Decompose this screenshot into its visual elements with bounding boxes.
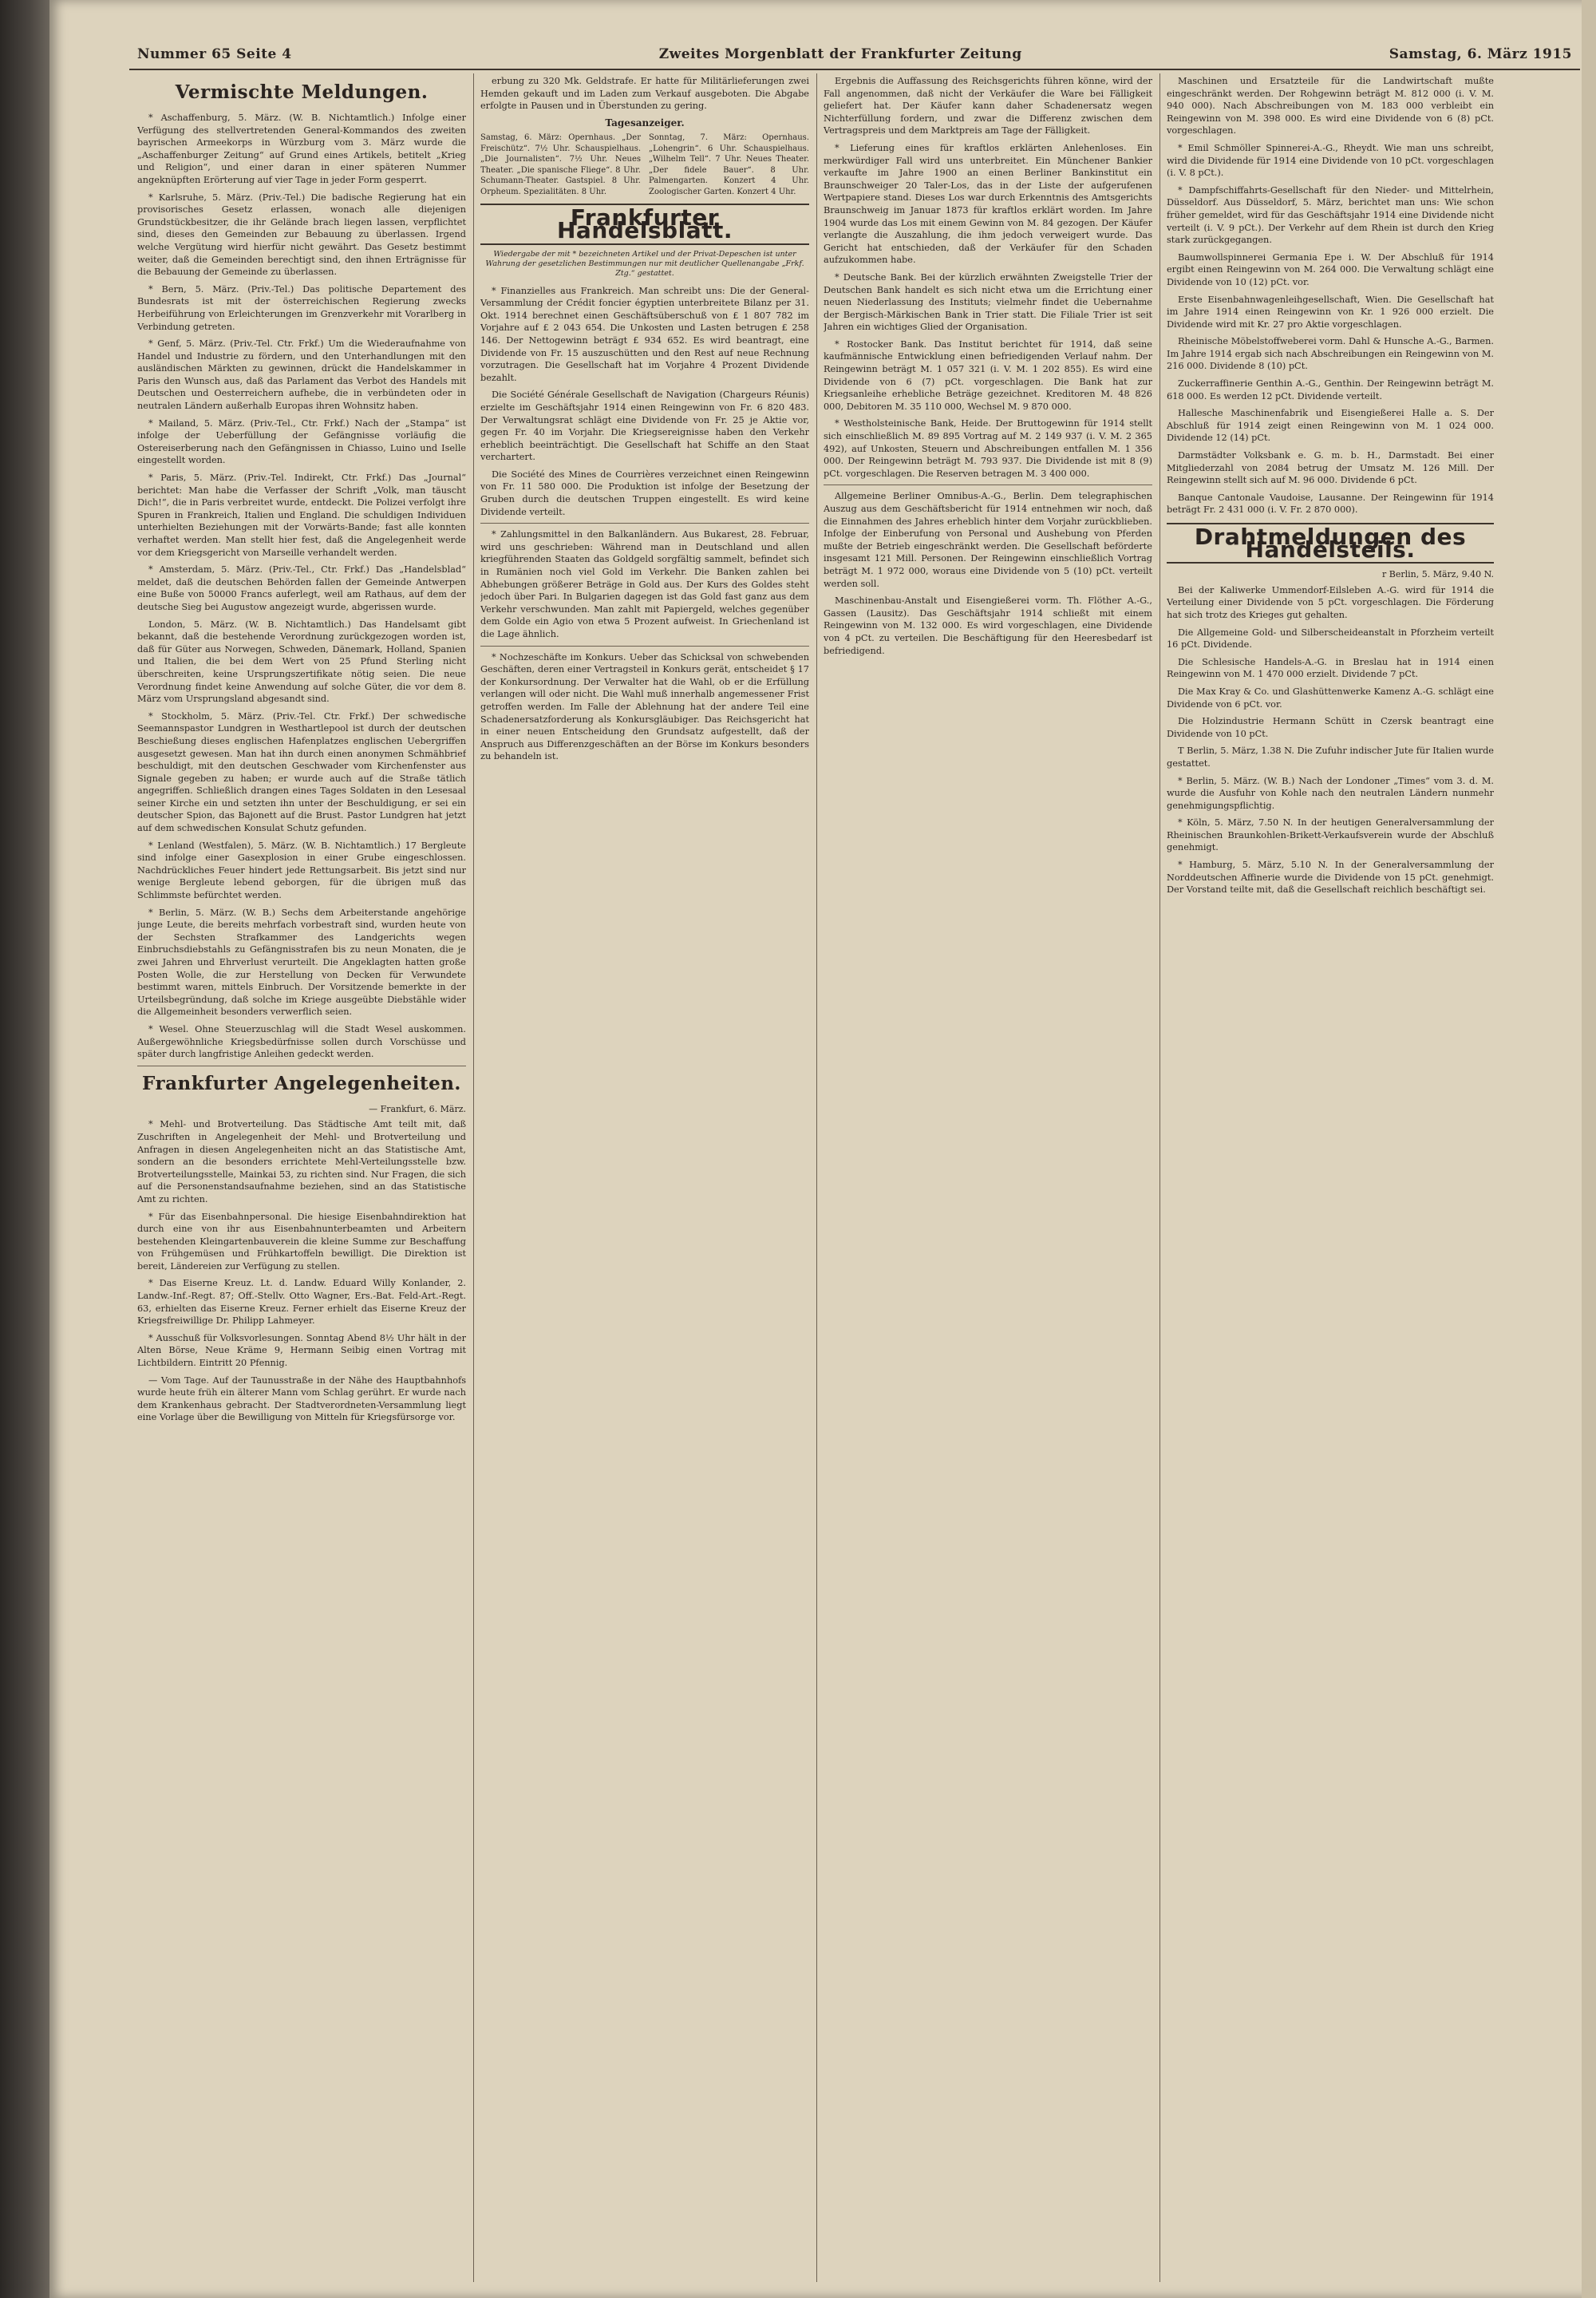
article: Maschinen und Ersatzteile für die Landwirtschaft mußte eingeschränkt werden. Der Rohgewinn beträgt M. 812 000 (i. V. M. 940 000). Nach Abschreibungen von M. 183 000 verbleibt ein Reingewinn von M. 398 000. Es wird eine Dividende von 6 (8) pCt. vorgeschlagen. (1167, 76, 1494, 136)
tagesanzeiger-listing (480, 133, 809, 197)
newspaper-page (49, 0, 1596, 2298)
article: — Vom Tage. Auf der Taunusstraße in der Nähe des Hauptbahnhofs wurde heute früh ein älterer Mann vom Schlag gerührt. Er wurde nach dem Krankenhaus gebracht. Der Stadtverordneten-Versammlung liegt eine Vorlage über die Bewilligung von Mitteln für Kriegsfürsorge vor. (137, 1374, 466, 1423)
article: * Westholsteinische Bank, Heide. Der Bruttogewinn für 1914 stellt sich einschließlich M. 89 895 Vortrag auf M. 2 149 937 (i. V. M. 2 365 492), auf Unkosten, Steuern und Abschreibungen entfallen M. 1 356 000. Der Reingewinn beträgt M. 793 937. Die Dividende ist mit 8 (9) pCt. vorgeschlagen. Die Reserven betragen M. 3 400 000. (824, 418, 1152, 479)
article: Rheinische Möbelstoffweberei vorm. Dahl & Hunsche A.-G., Barmen. Im Jahre 1914 ergab sich nach Abschreibungen ein Reingewinn von M. 216 000. Dividende 8 (10) pCt. (1167, 336, 1494, 372)
article: * Hamburg, 5. März, 5.10 N. In der Generalversammlung der Norddeutschen Affinerie wurde die Dividende von 15 pCt. genehmigt. Der Vorstand teilte mit, daß die Gesellschaft reichlich beschäftigt sei. (1167, 860, 1494, 896)
section-title-frankfurter: Frankfurter Angelegenheiten. (142, 1072, 461, 1094)
listing-saturday: Samstag, 6. März: Opernhaus. „Der Freischütz“. 7½ Uhr. Schauspielhaus. „Die Journalisten“. 7½ Uhr. Neues Theater. „Die spanische Fliege“. 8 Uhr. Schumann-Theater. Gastspiel. 8 Uhr. Orpheum. Spezialitäten. 8 Uhr. (480, 133, 641, 196)
column-2 (480, 75, 809, 2282)
listing-sunday: Sonntag, 7. März: Opernhaus. „Lohengrin“. 6 Uhr. Schauspielhaus. „Wilhelm Tell“. 7 Uhr. Neues Theater. „Der fidele Bauer“. 8 Uhr. Palmengarten. Konzert 4 Uhr. Zoologischer Garten. Konzert 4 Uhr. (649, 133, 809, 196)
article: Ergebnis die Auffassung des Reichsgerichts führen könne, wird der Fall angenommen, daß nicht der Verkäufer die Ware bei Fälligkeit geliefert hat. Der Käufer kann daher Schadenersatz wegen Nichterfüllung fordern, und zwar die Differenz zwischen dem Vertragspreis und dem Marktpreis am Tage der Fälligkeit. (824, 76, 1152, 136)
article: * Lenland (Westfalen), 5. März. (W. B. Nichtamtlich.) 17 Bergleute sind infolge einer Gasexplosion in einer Grube eingeschlossen. Nachdrückliches Feuer hindert jede Rettungsarbeit. Bis jetzt sind nur wenige Bergleute lebend geborgen, für die übrigen muß das Schlimmste befürchtet werden. (137, 840, 466, 901)
page-edge (1582, 0, 1596, 2298)
article: Die Max Kray & Co. und Glashüttenwerke Kamenz A.-G. schlägt eine Dividende von 6 pCt. vor. (1167, 686, 1494, 710)
article: Baumwollspinnerei Germania Epe i. W. Der Abschluß für 1914 ergibt einen Reingewinn von M. 264 000. Die Verwaltung schlägt eine Dividende von 10 (12) pCt. vor. (1167, 251, 1494, 287)
article: * Genf, 5. März. (Priv.-Tel. Ctr. Frkf.) Um die Wiederaufnahme von Handel und Industrie zu fördern, und den Unterhandlungen mit den ausländischen Märkten zu gewinnen, drückt die Handelskammer in Paris den Wunsch aus, daß das Parlament das Verbot des Handels mit Deutschen und Oesterreichern aufhebe, die in verbündeten oder in neutralen Ländern außerhalb Europas ihren Wohnsitz haben. (137, 338, 466, 412)
article: * Berlin, 5. März. (W. B.) Nach der Londoner „Times“ vom 3. d. M. wurde die Ausfuhr von Kohle nach den neutralen Ländern nunmehr genehmigungspflichtig. (1167, 775, 1494, 811)
article: * Aschaffenburg, 5. März. (W. B. Nichtamtlich.) Infolge einer Verfügung des stellvertretenden General-Kommandos des zweiten bayrischen Armeekorps in Würzburg vom 3. März wurde die „Aschaffenburger Zeitung“ auf Grund eines Artikels, betitelt „Krieg und Religion“, und einer daran in einer späteren Nummer angeknüpften Erörterung auf vier Tage in jeder Form gesperrt. (137, 113, 466, 185)
header-masthead: Zweites Morgenblatt der Frankfurter Zeitung (658, 46, 1022, 62)
column-3 (824, 75, 1152, 2282)
divider (480, 646, 809, 647)
article: Die Schlesische Handels-A.-G. in Breslau hat in 1914 einen Reingewinn von M. 1 470 000 erzielt. Dividende 7 pCt. (1167, 656, 1494, 680)
article: * Amsterdam, 5. März. (Priv.-Tel., Ctr. Frkf.) Das „Handelsblad“ meldet, daß die deutschen Behörden fallen der Gemeinde Antwerpen eine Buße von 50000 Francs auferlegt, weil am Rathaus, auf dem der deutsche Sieg bei Augustow angezeigt wurde, abgerissen wurde. (137, 564, 466, 612)
article: * Bern, 5. März. (Priv.-Tel.) Das politische Departement des Bundesrats ist mit der österreichischen Regierung zwecks Herbeiführung von Erleichterungen im Grenzverkehr mit Vorarlberg in Verbindung getreten. (137, 283, 466, 332)
page-header (137, 45, 1572, 64)
article: * Für das Eisenbahnpersonal. Die hiesige Eisenbahndirektion hat durch eine von ihr aus Eisenbahnunterbeamten und Arbeitern bestehenden Kleingartenbauverein die kleine Summe zur Beschaffung von Frühgemüsen und Frühkartoffeln bewilligt. Die Direktion ist bereit, Ländereien zur Verfügung zu stellen. (137, 1211, 466, 1272)
article: London, 5. März. (W. B. Nichtamtlich.) Das Handelsamt gibt bekannt, daß die bestehende Verordnung zurückgezogen worden ist, daß für Güter aus Norwegen, Schweden, Dänemark, Holland, Spanien und Italien, die bei dem Wert von 25 Pfund Sterling nicht überschreiten, keine Ursprungszertifikate nötig seien. Die neue Verordnung findet keine Anwendung auf solche Güter, die vor dem 8. März vom Ursprungsland abgesandt sind. (137, 619, 466, 705)
section-title-drahtmeldungen: Drahtmeldungen des Handelsteils. (1167, 523, 1494, 564)
reprint-note: Wiedergabe der mit * bezeichneten Artikel und der Privat-Depeschen ist unter Wahrung der gesetzlichen Bestimmungen nur mit deutlicher Quellenangabe „Frkf. Ztg.“ gestattet. (485, 249, 804, 278)
article: Die Holzindustrie Hermann Schütt in Czersk beantragt eine Dividende von 10 pCt. (1167, 716, 1494, 739)
article: * Lieferung eines für kraftlos erklärten Anlehenloses. Ein merkwürdiger Fall wird uns unterbreitet. Ein Münchener Bankier verkaufte im Jahre 1900 an einen Berliner Bankinstitut ein Braunschweiger 20 Taler-Los, das in der Liste der aufgerufenen Wertpapiere stand. Dieses Los war durch Erkenntnis des Amtsgerichts Braunschweig im Januar 1873 für kraftlos erklärt worden. Im Jahre 1904 wurde das Los mit einem Gewinn von M. 84 gezogen. Der Käufer verlangte die Auszahlung, die ihm jedoch verweigert wurde. Das Gericht hat entschieden, daß der Verkäufer für den Schaden aufzukommen habe. (824, 142, 1152, 266)
column-divider (1159, 73, 1160, 2282)
column-divider (473, 73, 474, 2282)
article: * Wesel. Ohne Steuerzuschlag will die Stadt Wesel auskommen. Außergewöhnliche Kriegsbedürfnisse sollen durch Vorschüsse und später durch langfristige Anleihen gedeckt werden. (137, 1023, 466, 1060)
article: * Dampfschiffahrts-Gesellschaft für den Nieder- und Mittelrhein, Düsseldorf. Aus Düsseldorf, 5. März, berichtet man uns: Wie schon früher gemeldet, wird für das Geschäftsjahr 1914 eine Dividende nicht verteilt (i. V. 9 pCt.). Der Verkehr auf dem Rhein ist durch den Krieg stark zurückgegangen. (1167, 184, 1494, 246)
article: * Mailand, 5. März. (Priv.-Tel., Ctr. Frkf.) Nach der „Stampa“ ist infolge der Ueberfüllung der Gefängnisse vorläufig die Ostereiserberung nach den Gefängnissen in Chiasso, Luino und Iselle eingestellt worden. (137, 417, 466, 466)
dateline: r Berlin, 5. März, 9.40 N. (1382, 569, 1494, 580)
header-rule (129, 69, 1580, 70)
article: * Nochzeschäfte im Konkurs. Ueber das Schicksal von schwebenden Geschäften, deren einer Vertragsteil in Konkurs gerät, entscheidet § 17 der Konkursordnung. Der Verwalter hat die Wahl, ob er die Erfüllung verlangen will oder nicht. Die Wahl muß innerhalb angemessener Frist getroffen werden. Im Falle der Ablehnung hat der andere Teil eine Schadenersatzforderung als Konkursgläubiger. Das Reichsgericht hat in einer neuen Entscheidung den Grundsatz aufgestellt, daß der Anspruch aus Differenzgeschäften an der Börse im Konkurs besonders zu behandeln ist. (480, 651, 809, 762)
column-4 (1167, 75, 1494, 2282)
article: Banque Cantonale Vaudoise, Lausanne. Der Reingewinn für 1914 beträgt Fr. 2 431 000 (i. V. Fr. 2 870 000). (1167, 492, 1494, 516)
header-issue: Nummer 65 Seite 4 (137, 46, 292, 62)
column-divider (816, 73, 817, 2282)
article: Die Société Générale Gesellschaft de Navigation (Chargeurs Réunis) erzielte im Geschäftsjahr 1914 einen Reingewinn von Fr. 6 820 483. Der Verwaltungsrat schlägt eine Dividende von Fr. 25 je Aktie vor, gegen Fr. 40 im Vorjahr. Die Kriegsereignisse haben den Verkehr erheblich beeinträchtigt. Die Gesellschaft hat Schiffe an den Staat verchartert. (480, 390, 809, 463)
article: * Emil Schmöller Spinnerei-A.-G., Rheydt. Wie man uns schreibt, wird die Dividende für 1914 eine Dividende von 10 pCt. vorgeschlagen (i. V. 8 pCt.). (1167, 142, 1494, 179)
dateline: — Frankfurt, 6. März. (369, 1103, 466, 1114)
article: * Mehl- und Brotverteilung. Das Städtische Amt teilt mit, daß Zuschriften in Angelegenheit der Mehl- und Brotverteilung und Anfragen in diesen Angelegenheiten nicht an das Statistische Amt, sondern an die besonders errichtete Mehl-Verteilungsstelle bzw. Brotverteilungsstelle, Mainkai 53, zu richten sind. Nur Fragen, die sich auf die Personenstandsaufnahme beziehen, sind an das Statistische Amt zu richten. (137, 1119, 466, 1204)
section-title-vermischte: Vermischte Meldungen. (175, 81, 429, 103)
article: * Köln, 5. März, 7.50 N. In der heutigen Generalversammlung der Rheinischen Braunkohlen-Brikett-Verkaufsverein wurde der Abschluß genehmigt. (1167, 817, 1494, 853)
article: * Deutsche Bank. Bei der kürzlich erwähnten Zweigstelle Trier der Deutschen Bank handelt es sich nicht etwa um die Errichtung einer neuen Niederlassung des Instituts; vielmehr findet die Uebernahme der Bergisch-Märkischen Bank in Trier statt. Die Filiale Trier ist seit Jahren ein wichtiges Glied der Organisation. (824, 271, 1152, 333)
article: * Paris, 5. März. (Priv.-Tel. Indirekt, Ctr. Frkf.) Das „Journal“ berichtet: Man habe die Verfasser der Schrift „Volk, man täuscht Dich!“, die in Paris verbreitet wurde, entdeckt. Die Polizei verfolgt ihre Spuren in Frankreich, Italien und England. Die schuldigen Individuen unterhielten Beziehungen mit der Vorwärts-Bande; fast alle konnten verhaftet werden. Man stellt hier fest, daß die Angelegenheit werde vor dem Kriegsgericht von Marseille verhandelt werden. (137, 473, 466, 558)
article: Maschinenbau-Anstalt und Eisengießerei vorm. Th. Flöther A.-G., Gassen (Lausitz). Das Geschäftsjahr 1914 schließt mit einem Reingewinn von M. 132 000. Es wird vorgeschlagen, eine Dividende von 4 pCt. zu verteilen. Die Beschäftigung für den Heeresbedarf ist befriedigend. (824, 595, 1152, 656)
article: Darmstädter Volksbank e. G. m. b. H., Darmstadt. Bei einer Mitgliederzahl von 2084 betrug der Umsatz M. 126 Mill. Der Reingewinn stellt sich auf M. 96 000. Dividende 6 pCt. (1167, 450, 1494, 486)
article: Hallesche Maschinenfabrik und Eisengießerei Halle a. S. Der Abschluß für 1914 zeigt einen Reingewinn von M. 1 024 000. Dividende 12 (14) pCt. (1167, 408, 1494, 444)
article: * Karlsruhe, 5. März. (Priv.-Tel.) Die badische Regierung hat ein provisorisches Gesetz erlassen, wonach alle diejenigen Grundstückbesitzer, die ihr Gelände brach liegen lassen, verpflichtet sind, dieses den Gemeinden zur Bebauung zu überlassen. Irgend welche Vergütung wird hierfür nicht gewährt. Das Gesetz bestimmt weiter, daß die Gemeinden berechtigt sind, den ihnen Erträgnisse für die Bebauung der Gemeinde zu überlassen. (137, 192, 466, 278)
book-spine (0, 0, 49, 2298)
article: * Rostocker Bank. Das Institut berichtet für 1914, daß seine kaufmännische Entwicklung einen befriedigenden Verlauf nahm. Der Reingewinn beträgt M. 1 057 321 (i. V. M. 1 202 855). Es wird eine Dividende von 6 (7) pCt. vorgeschlagen. Die Bank hat zur Kriegsanleihe erhebliche Beträge gezeichnet. Kreditoren M. 48 826 000, Debitoren M. 35 110 000, Wechsel M. 9 870 000. (824, 338, 1152, 412)
article: * Finanzielles aus Frankreich. Man schreibt uns: Die der General-Versammlung der Crédit foncier égyptien unterbreitete Bilanz per 31. Okt. 1914 berechnet einen Geschäftsüberschuß von £ 1 807 782 im Vorjahre auf £ 2 043 654. Die Unkosten und Lasten betrugen £ 258 146. Der Nettogewinn beträgt £ 934 652. Es wird beantragt, eine Dividende von Fr. 15 auszuschütten und den Rest auf neue Rechnung vorzutragen. Die Gesellschaft hat im Vorjahre 4 Prozent Dividende bezahlt. (480, 285, 809, 383)
article: Bei der Kaliwerke Ummendorf-Eilsleben A.-G. wird für 1914 die Verteilung einer Dividende von 5 pCt. vorgeschlagen. Die Förderung hat sich trotz des Krieges gut gehalten. (1167, 584, 1494, 620)
article: erbung zu 320 Mk. Geldstrafe. Er hatte für Militärlieferungen zwei Hemden gekauft und im Laden zum Verkauf ausgeboten. Die Abgabe erfolgte in Pausen und in Überstunden zu gering. (480, 76, 809, 112)
column-1 (137, 75, 466, 2282)
article: Erste Eisenbahnwagenleihgesellschaft, Wien. Die Gesellschaft hat im Jahre 1914 einen Reingewinn von Kr. 1 926 000 erzielt. Die Dividende wird mit Kr. 27 pro Aktie vorgeschlagen. (1167, 294, 1494, 330)
article: T Berlin, 5. März, 1.38 N. Die Zufuhr indischer Jute für Italien wurde gestattet. (1167, 746, 1494, 769)
article: Zuckerraffinerie Genthin A.-G., Genthin. Der Reingewinn beträgt M. 618 000. Es werden 12 pCt. Dividende verteilt. (1167, 378, 1494, 401)
article: Allgemeine Berliner Omnibus-A.-G., Berlin. Dem telegraphischen Auszug aus dem Geschäftsbericht für 1914 entnehmen wir noch, daß die Einnahmen des Jahres erheblich hinter dem Vorjahr zurückblieben. Infolge der Einberufung von Personal und Aushebung von Pferden mußte der Betrieb eingeschränkt werden. Die Gesellschaft beförderte insgesamt 121 Mill. Personen. Der Reingewinn einschließlich Vortrag beträgt M. 1 972 000, woraus eine Dividende von 5 (10) pCt. verteilt werden soll. (824, 491, 1152, 589)
header-date: Samstag, 6. März 1915 (1389, 46, 1572, 62)
divider (480, 523, 809, 524)
article: * Ausschuß für Volksvorlesungen. Sonntag Abend 8½ Uhr hält in der Alten Börse, Neue Kräme 9, Hermann Seibig einen Vortrag mit Lichtbildern. Eintritt 20 Pfennig. (137, 1332, 466, 1369)
article: Die Société des Mines de Courrières verzeichnet einen Reingewinn von Fr. 11 580 000. Die Produktion ist infolge der Besetzung der Gruben durch die deutschen Truppen eingestellt. Es wird keine Dividende verteilt. (480, 469, 809, 517)
section-title-handelsblatt: Frankfurter Handelsblatt. (480, 204, 809, 244)
article: * Stockholm, 5. März. (Priv.-Tel. Ctr. Frkf.) Der schwedische Seemannspastor Lundgren in Westhartlepool ist durch der deutschen Beschießung dieses englischen Hafenplatzes englischen Uebergriffen ausgesetzt gewesen. Man hat ihn durch einen anonymen Schmähbrief beschuldigt, mit den deutschen Geschwader vom Kirchenfenster aus Signale gegeben zu haben; er wurde auch auf die Straße tätlich angegriffen. Schließlich drangen eines Tages Soldaten in den Lesesaal seiner Kirche ein und setzten ihn unter der Beschuldigung, er sei ein deutscher Spion, das Bajonett auf die Brust. Pastor Lundgren hat jetzt auf dem schwedischen Konsulat Schutz gefunden. (137, 710, 466, 834)
article: * Zahlungsmittel in den Balkanländern. Aus Bukarest, 28. Februar, wird uns geschrieben: Während man in Deutschland und allen kriegführenden Staaten das Goldgeld sorgfältig sammelt, befindet sich in Rumänien noch viel Gold im Verkehr. Die Banken zahlen bei Abhebungen größerer Beträge in Gold aus. Der Kurs des Goldes steht jedoch über Pari. In Bulgarien dagegen ist das Gold fast ganz aus dem Verkehr verschwunden. Man zahlt mit Papiergeld, welches gegenüber dem Golde ein Agio von etwa 5 Prozent aufweist. In Griechenland ist die Lage ähnlich. (480, 529, 809, 639)
article: * Das Eiserne Kreuz. Lt. d. Landw. Eduard Willy Konlander, 2. Landw.-Inf.-Regt. 87; Off.-Stellv. Otto Wagner, Ers.-Bat. Feld-Art.-Regt. 63, erhielten das Eiserne Kreuz. Ferner erhielt das Eiserne Kreuz der Kriegsfreiwillige Dr. Philipp Lahmeyer. (137, 1278, 466, 1327)
article: Die Allgemeine Gold- und Silberscheideanstalt in Pforzheim verteilt 16 pCt. Dividende. (1167, 627, 1494, 651)
tagesanzeiger-title: Tagesanzeiger. (605, 117, 685, 129)
article: * Berlin, 5. März. (W. B.) Sechs dem Arbeiterstande angehörige junge Leute, die bereits mehrfach vorbestraft sind, wurden heute von der Sechsten Strafkammer des Landgerichts wegen Einbruchsdiebstahls zu Gefängnisstrafen bis zu neun Monaten, die je zwei Jahren und Ehrverlust verurteilt. Die Angeklagten hatten große Posten Wolle, die zur Herstellung von Decken für Verwundete bestimmt waren, mittels Einbruch. Der Vorsitzende bemerkte in der Urteilsbegründung, daß solche im Kriege ausgeübte Diebstähle wider die Allgemeinheit besonders verwerflich seien. (137, 907, 466, 1018)
